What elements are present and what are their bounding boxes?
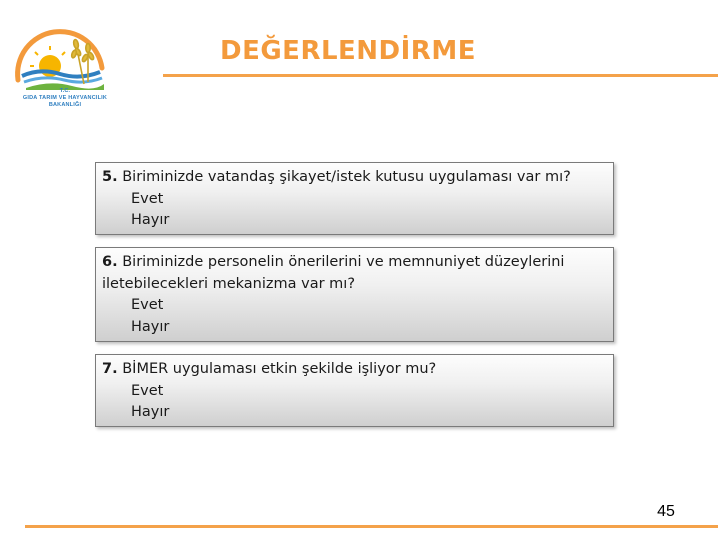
- option-hayir: Hayır: [131, 404, 170, 420]
- question-number: 6.: [102, 254, 118, 270]
- option-evet: Evet: [131, 190, 164, 207]
- title-underline: [163, 74, 718, 77]
- question-body: Biriminizde personelin önerilerini ve memnuniyet düzeylerini iletebilecekleri mekanizma var mı?: [102, 254, 565, 292]
- question-text: [102, 252, 607, 295]
- page-number: 45: [657, 503, 675, 520]
- ministry-logo: [10, 18, 110, 118]
- option-hayir: Hayır: [131, 318, 170, 335]
- option-evet: Evet: [131, 382, 164, 399]
- question-box-6: [95, 247, 614, 342]
- question-number: 7.: [102, 361, 118, 377]
- question-body: BİMER uygulaması etkin şekilde işliyor mu?: [117, 361, 437, 377]
- logo-line-tc: T.C.: [59, 88, 71, 94]
- question-body: Biriminizde vatandaş şikayet/istek kutusu uygulaması var mı?: [117, 169, 571, 185]
- option-hayir: Hayır: [131, 212, 170, 228]
- question-text: [102, 359, 607, 381]
- question-text: [102, 167, 607, 189]
- question-box-7: [95, 354, 614, 427]
- logo-line-ministry: GIDA TARIM VE HAYVANCILIK: [22, 95, 108, 101]
- option-evet: Evet: [131, 297, 164, 313]
- logo-emblem-icon: [10, 18, 110, 94]
- logo-line-bakanlik: BAKANLIĞI: [48, 102, 82, 108]
- question-number: 5.: [102, 169, 118, 185]
- footer-rule: [25, 525, 718, 528]
- page-title: DEĞERLENDİRME: [220, 36, 476, 66]
- question-box-5: [95, 162, 614, 235]
